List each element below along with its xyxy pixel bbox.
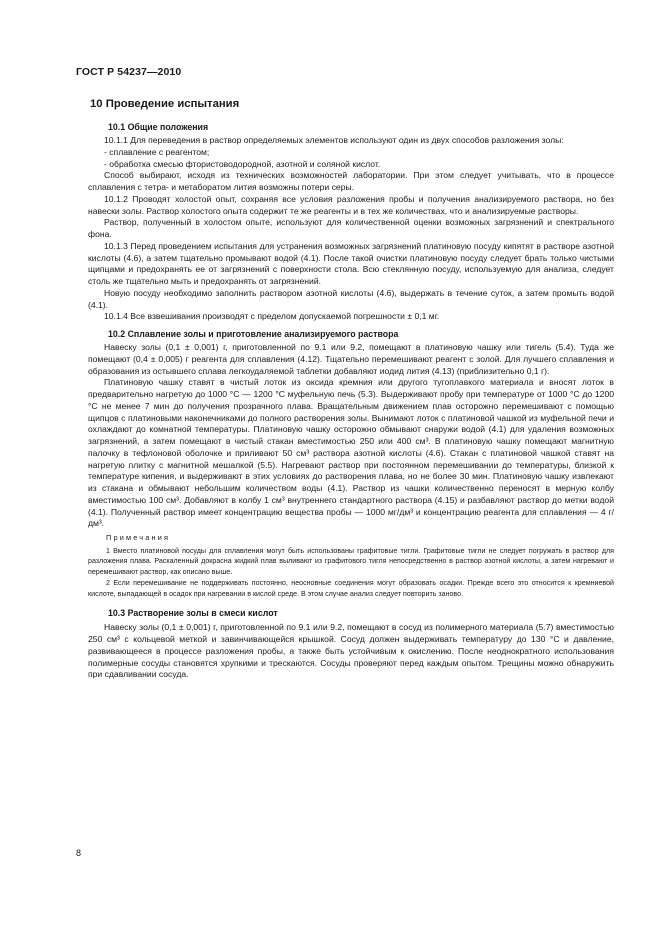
subsection-title-10-3: 10.3 Растворение золы в смеси кислот [108,608,278,619]
paragraph: 10.1.3 Перед проведением испытания для устранения возможных загрязнений платиновую посуду кипятят в растворе азотной кислоты (4.6), а затем тщательно промывают водой (4.1). После такой очистки платиновую посуду следует брать только чистыми щипцами и предохранять ее от загрязнений с поверхности стола. Всю стеклянную посуду, используемую для анализа, следует столь же тщательно мыть и предохранять от загрязнений. [88,240,614,286]
paragraph: Навеску золы (0,1 ± 0,001) г, приготовленной по 9.1 или 9.2, помещают в сосуд из полимерного материала (5.7) вместимостью 250 см³ с кольцевой меткой и завинчивающейся крышкой. Сосуд должен выдерживать температуру до 130 °С и давление, развивающееся в процессе разложения пробы, а также быть устойчивым к окислению. После неоднократного использования полимерные сосуды становятся хрупкими и трескаются. Сосуды проверяют перед каждым опытом. Трещины можно обнаружить при сдавливании сосуда. [88,622,614,680]
paragraph: Способ выбирают, исходя из технических возможностей лаборатории. При этом следует учитывать, что в процессе сплавления с тетра- и метаборатом лития возможны потери серы. [88,170,614,192]
paragraph: 10.1.1 Для переведения в раствор определяемых элементов используют один из двух способов разложения золы: [104,135,564,145]
page-number: 8 [76,848,82,858]
standard-header: ГОСТ Р 54237—2010 [76,66,182,78]
paragraph: Раствор, полученный в холостом опыте, используют для количественной оценки возможных загрязнений и спектрального фона. [88,217,614,239]
note-item: 2 Если перемешивание не поддерживать постоянно, неосновные соединения могут образовать осадки. Прежде всего это относится к кремниевой кислоте, выпадающей в осадок при нагревании в кислой среде. В этом случае анализ следует повторить заново. [88,578,614,598]
paragraph: 10.1.4 Все взвешивания производят с пределом допускаемой погрешности ± 0,1 мг. [104,311,440,322]
list-item: - сплавление с реагентом; [104,146,210,157]
subsection-title-10-1: 10.1 Общие положения [108,122,209,132]
list-item: - обработка смесью фтористоводородной, азотной и соляной кислот. [104,158,381,169]
paragraph: Платиновую чашку ставят в чистый лоток из оксида кремния или другого тугоплавкого материала и вносят лоток в предварительно нагретую до 1000 °С — 1200 °С муфельную печь (5.3). Выдерживают пробу при температуре от 1000 °С до 1200 °С не менее 7 мин до получения прозрачного плава. Вращательным движением плав осторожно перемешивают с помощью щипцов с платиновыми наконечниками до полного растворения золы. Вынимают лоток с платиновой чашкой из муфельной печи и охлаждают до комнатной температуры. Платиновую чашку осторожно обмывают снаружи водой (4.1) для удаления возможных загрязнений, а затем помещают в чистый стакан вместимостью 250 или 400 см³. В платиновую чашку помещают магнитную палочку в тефлоновой оболочке и приливают 50 см³ раствора азотной кислоты (4.6). Стакан с платиновой чашкой ставят на нагретую плитку с магнитной мешалкой (5.5). Нагревают раствор при постоянном перемешивании до температуры, близкой к температуре кипения, и выдерживают в этих условиях до растворения плава, но не более 30 мин. Платиновую чашку извлекают из стакана и обмывают небольшим количеством воды (4.1). Раствор из чашки количественно переносят в мерную колбу вместимостью 100 см³. Добавляют в колбу 1 см³ внутреннего стандартного раствора (4.15) и разбавляют раствор до метки водой (4.1). Полученный раствор имеет концентрацию вещества пробы — 1000 мг/дм³ и концентрацию реагента для сплавления — 4 г/дм³. [88,377,614,529]
notes-heading: Примечания [106,533,171,542]
note-item: 1 Вместо платиновой посуды для сплавления могут быть использованы графитовые тигли. Графитовые тигли не следует погружать в раствор для разложения плава. Раскаленный докрасна жидкий плав выливают из графитового тигля непосредственно в раствор азотной кислоты, а затем нагревают и перемешивают раствор, как описано выше. [88,546,614,577]
section-title: 10 Проведение испытания [90,98,240,110]
paragraph: Новую посуду необходимо заполнить раствором азотной кислоты (4.6), выдержать в течение суток, а затем промыть водой (4.1). [88,287,614,310]
subsection-title-10-2: 10.2 Сплавление золы и приготовление анализируемого раствора [108,329,399,339]
paragraph: Навеску золы (0,1 ± 0,001) г, приготовленной по 9.1 или 9.2, помещают в платиновую чашку или тигель (5.4). Туда же помещают (0,4 ± 0,005) г реагента для сплавления (4.12). Тщательно перемешивают реагент с золой. Для лучшего сплавления и образования из остывшего сплава легкоудаляемой таблетки добавляют иодид лития (4.13) (приблизительно 0,1 г). [88,342,614,376]
paragraph: 10.1.2 Проводят холостой опыт, сохраняя все условия разложения пробы и получения анализируемого раствора, но без навески золы. Раствор холостого опыта содержит те же реагенты и в тех же количествах, что и анализируемые растворы. [88,193,614,216]
page-content [88,97,614,681]
